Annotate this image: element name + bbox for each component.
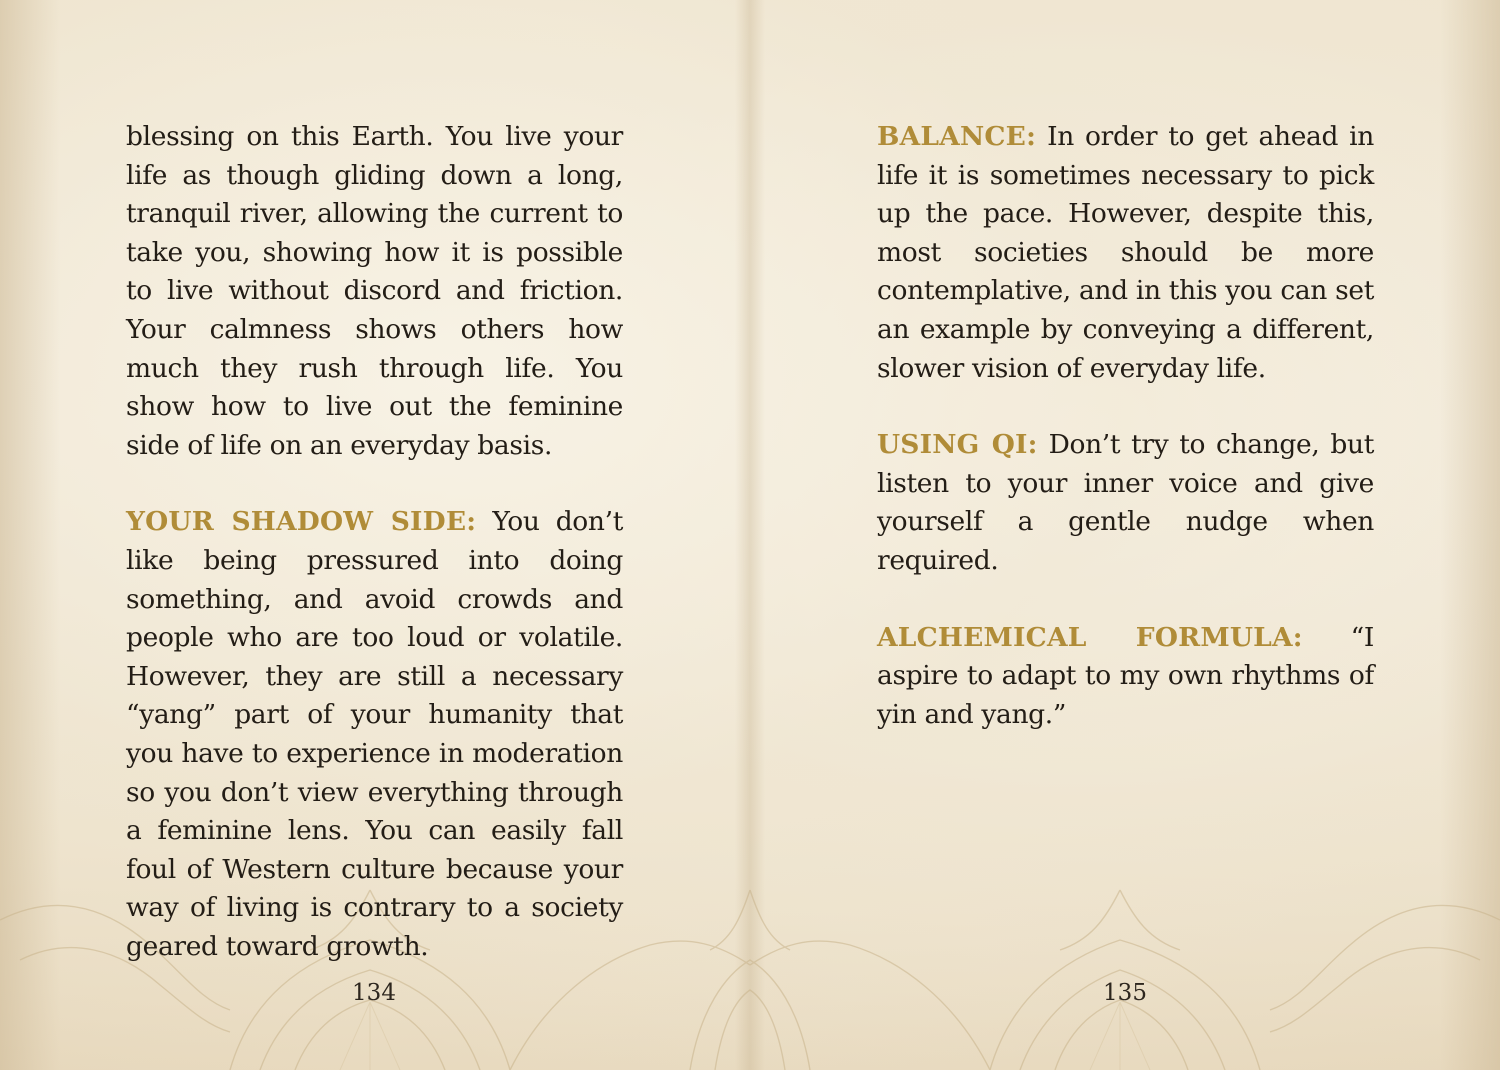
- paragraph-balance: [877, 118, 1374, 388]
- paragraph-alchemical-formula: [877, 619, 1374, 735]
- paragraph-body: In order to get ahead in life it is sometimes necessary to pick up the pace. However, despite this, most societies should be more contemplative, and in this you can set an example by conveying a different, slower vision of everyday life.: [877, 121, 1374, 384]
- paragraph-shadow-side: [126, 503, 623, 966]
- right-page: [877, 118, 1374, 772]
- left-page: [126, 118, 623, 1004]
- paragraph-body: blessing on this Earth. You live your life as though gliding down a long, tranquil river, allowing the current to take you, showing how it is possible to live without discord and friction. Your calmness shows others how much they rush through life. You show how to live out the feminine side of life on an everyday basis.: [126, 121, 623, 461]
- section-heading-alchemical-formula: ALCHEMICAL FORMULA:: [877, 621, 1303, 653]
- section-heading-balance: BALANCE:: [877, 121, 1037, 152]
- paragraph-body: You don’t like being pressured into doing something, and avoid crowds and people who are too loud or volatile. However, they are still a necessary “yang” part of your humanity that you have to experience in moderation so you don’t view everything through a feminine lens. You can easily fall foul of Western culture because your way of living is contrary to a society geared toward growth.: [126, 506, 624, 962]
- paragraph-body: Don’t try to change, but listen to your inner voice and give yourself a gentle nudge when required.: [877, 429, 1374, 576]
- page-number-right: 135: [1103, 980, 1147, 1006]
- paragraph-using-qi: [877, 426, 1374, 580]
- page-number-left: 134: [352, 980, 396, 1006]
- section-heading-using-qi: USING QI:: [877, 429, 1038, 461]
- paragraph: [126, 118, 623, 465]
- paragraph-body: “I aspire to adapt to my own rhythms of yin and yang.”: [877, 621, 1374, 730]
- section-heading-shadow-side: YOUR SHADOW SIDE:: [126, 506, 477, 538]
